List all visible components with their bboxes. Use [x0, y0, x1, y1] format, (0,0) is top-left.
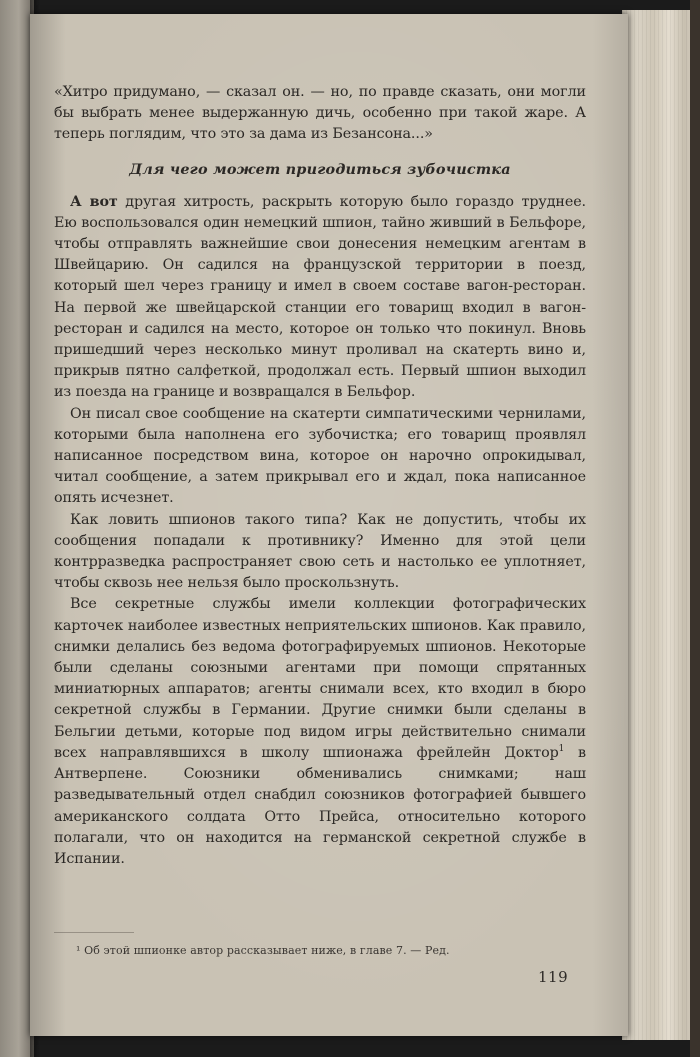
page-body — [54, 82, 586, 870]
left-page-edge — [0, 0, 34, 1057]
book-page — [30, 14, 628, 1036]
footnote-divider — [54, 932, 134, 933]
paragraph-photo-collections — [54, 594, 586, 870]
book-cover-edge — [690, 0, 700, 1057]
section-first-paragraph — [54, 192, 586, 404]
paragraph-counterintelligence: Как ловить шпионов такого типа? Как не допустить, чтобы их сообщения попадали к противнику? Именно для этой цели контрразведка распространяет свою сеть и настолько ее уплотняет, чтобы сквозь нее нельзя было проскользнуть. — [54, 511, 586, 592]
opening-quote-paragraph: «Хитро придумано, — сказал он. — но, по правде сказать, они могли бы выбрать менее выдержанную дичь, особенно при такой жаре. А теперь поглядим, что это за дама из Безансона...» — [54, 84, 586, 143]
footnote-reference: 1 — [558, 744, 565, 755]
page-number: 119 — [538, 968, 569, 986]
section-first-text: другая хитрость, раскрыть которую было гораздо труднее. Ею воспользовался один немецкий шпион, тайно живший в Бельфоре, чтобы отправлять важнейшие свои донесения немецким агентам в Швейцарию. Он садился на французской территории в поезд, который шел через границу и имел в своем составе вагон-ресторан. На первой же швейцарской станции его товарищ входил в вагон-ресторан и садился на место, которое он только что покинул. Вновь пришедший через несколько минут проливал на скатерть вино и, прикрыв пятно салфеткой, продолжал есть. Первый шпион выходил из поезда на границе и возвращался в Бельфор. — [54, 193, 586, 401]
page-edges-stack — [622, 10, 700, 1040]
lead-bold-words: А вот — [70, 193, 118, 210]
footnote: ¹ Об этой шпионке автор рассказывает ниже, в главе 7. — Ред. — [76, 944, 450, 957]
paragraph-text-before-footnote: Все секретные службы имели коллекции фотографических карточек наиболее известных неприятельских шпионов. Как правило, снимки делались без ведома фотографируемых шпионов. Некоторые были сделаны союзными агентами при помощи спрятанных миниатюрных аппаратов; агенты снимали всех, кто входил в бюро секретной службы в Германии. Другие снимки были сделаны в Бельгии детьми, которые под видом игры действительно снимали всех направлявшихся в школу шпионажа фрейлейн Доктор — [54, 596, 586, 761]
paragraph-text-after-footnote: в Антверпене. Союзники обменивались снимками; наш разведывательный отдел снабдил союзников фотографией бывшего американского солдата Отто Прейса, относительно которого полагали, что он находится на германской секретной службе в Испании. — [54, 744, 586, 867]
section-heading: Для чего может пригодиться зубочистка — [129, 160, 511, 178]
paragraph-toothpick: Он писал свое сообщение на скатерти симпатическими чернилами, которыми была наполнена его зубочистка; его товарищ проявлял написанное посредством вина, которое он нарочно опрокидывал, читал сообщение, а затем прикрывал его и ждал, пока написанное опять исчезнет. — [54, 405, 586, 507]
